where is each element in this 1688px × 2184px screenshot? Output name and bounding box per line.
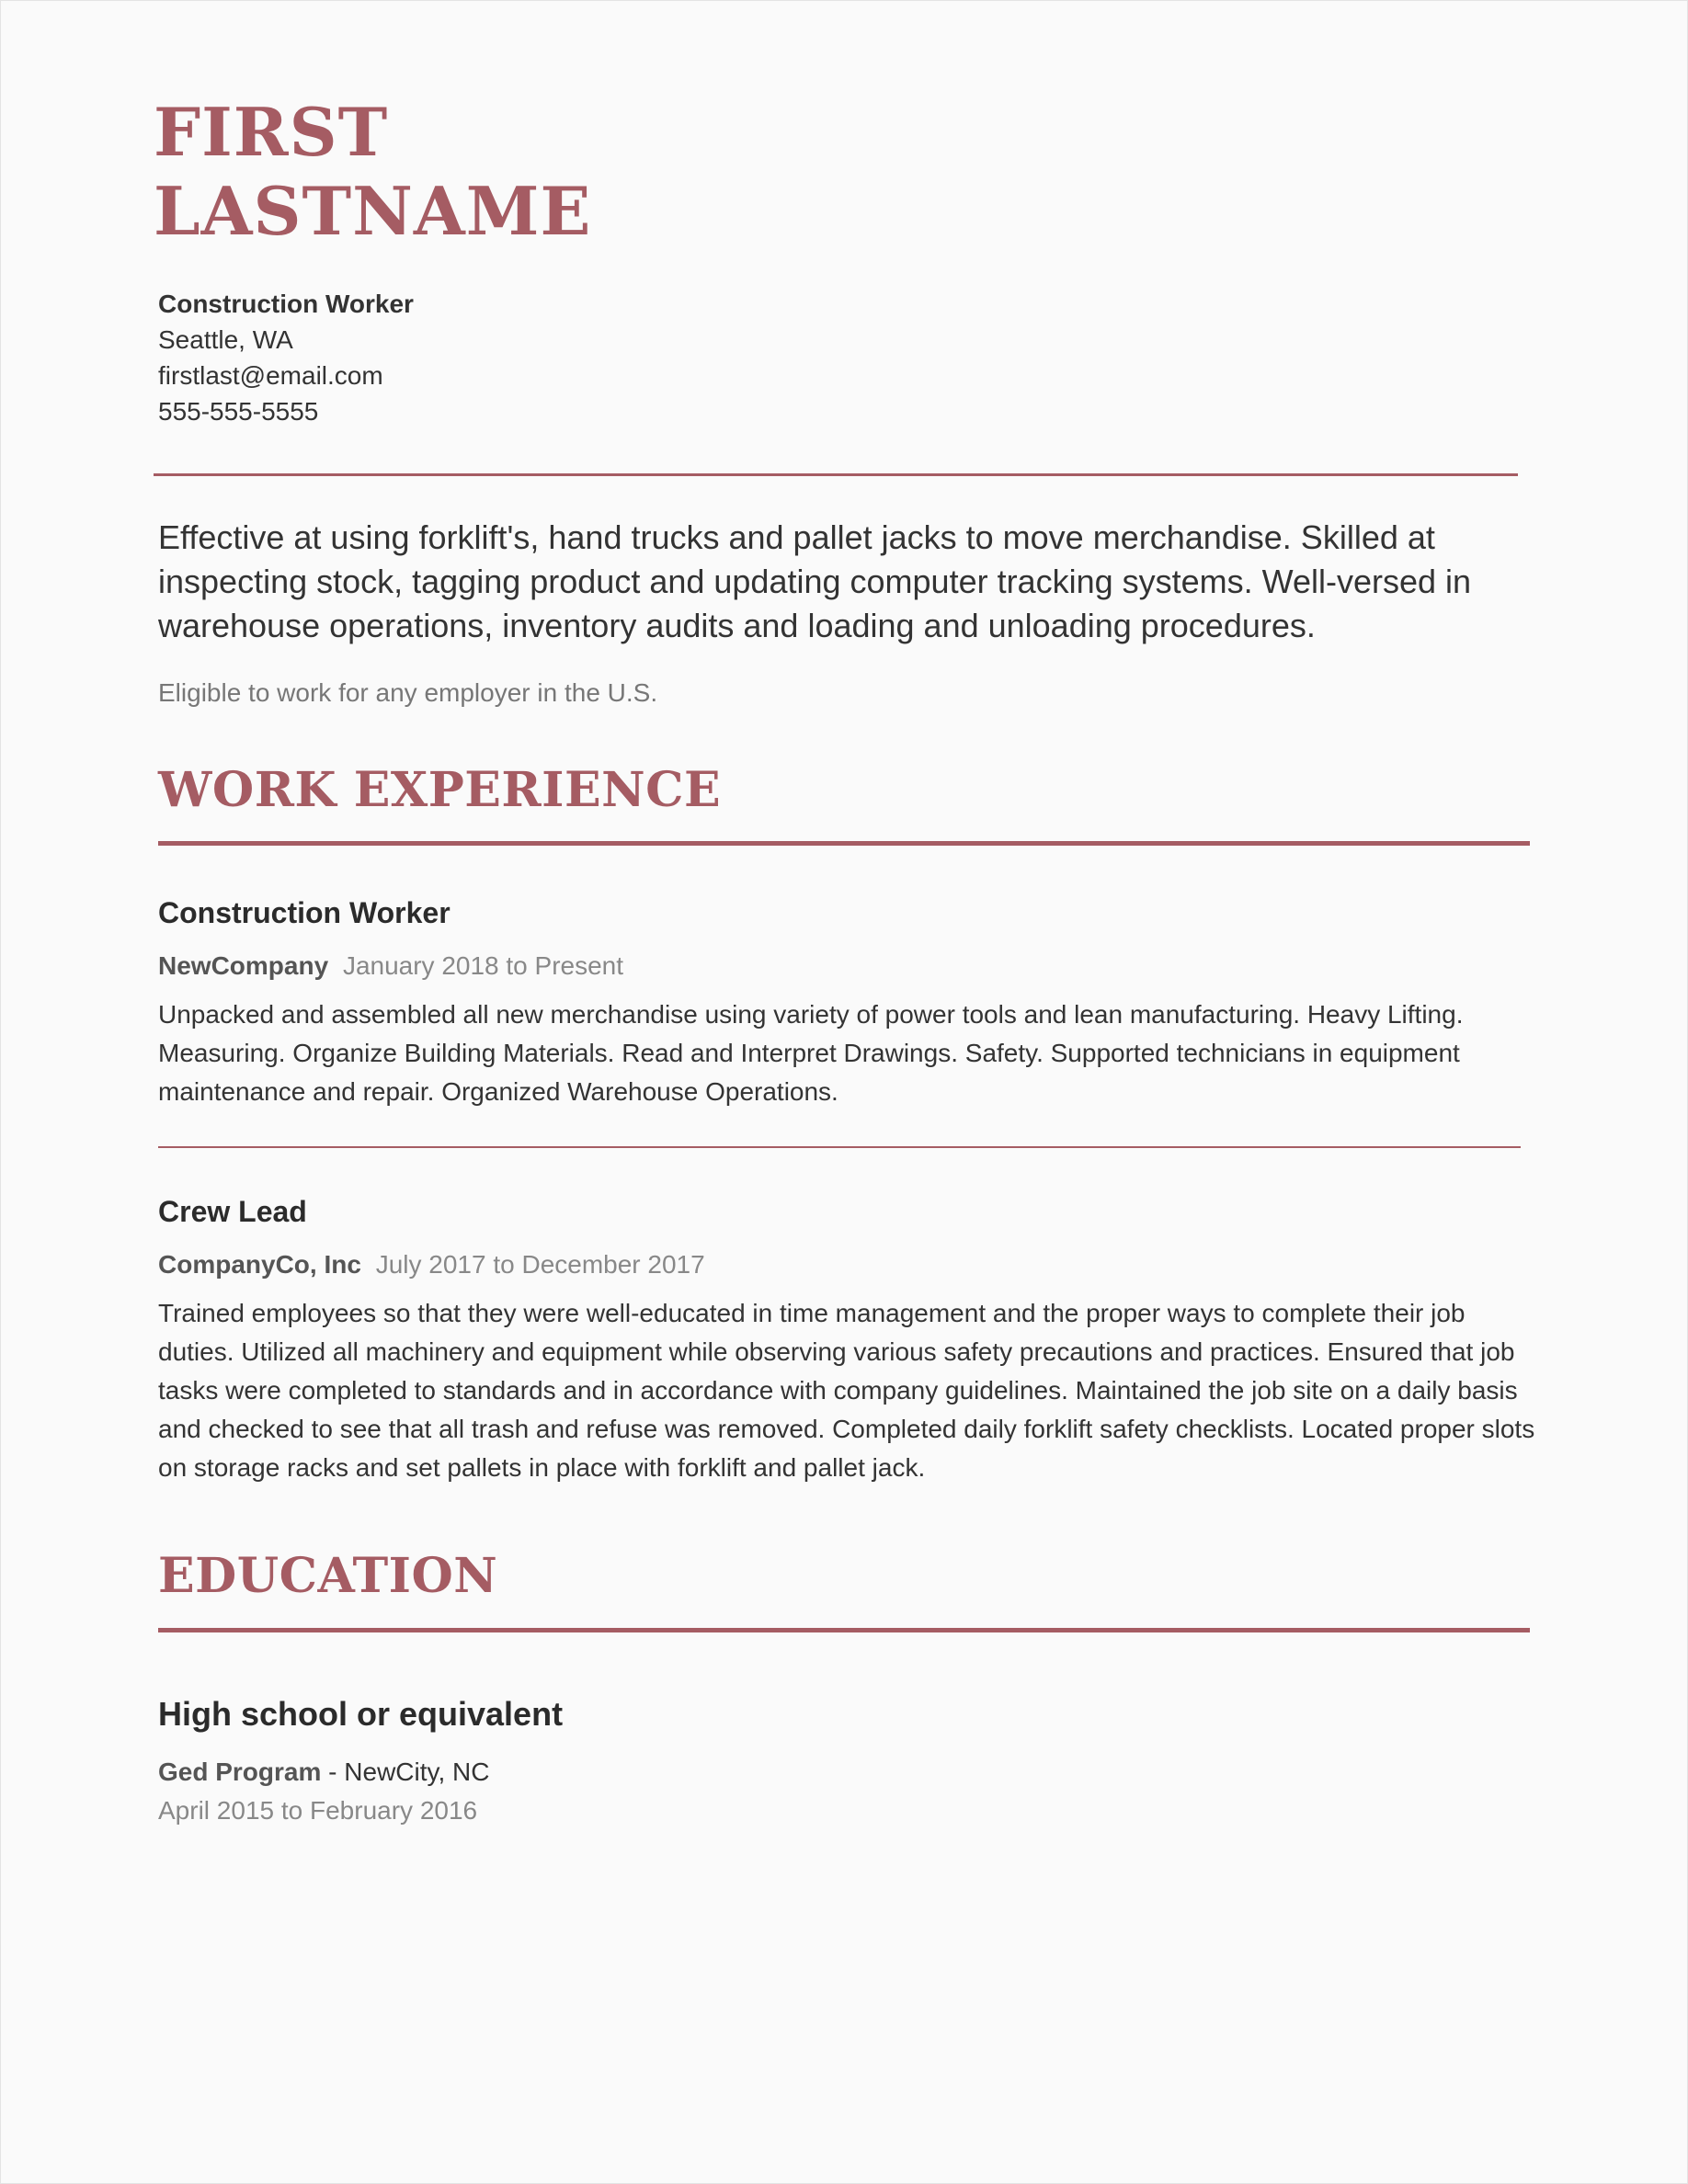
contact-block [158,286,414,429]
summary-text: Effective at using forklift's, hand trucks and pallet jacks to move merchandise. Skilled at inspecting stock, tagging product and updating computer tracking systems. Well-versed in warehouse operations, inventory audits and loading and unloading procedures. [158,518,1472,644]
job-dates: January 2018 to Present [342,951,624,980]
job-description: Unpacked and assembled all new merchandise using variety of power tools and lean manufacturing. Heavy Lifting. Measuring. Organize Building Materials. Read and Interpret Drawings. Safety. Supported technicians in equipment maintenance and repair. Organized Warehouse Operations. [158,1000,1464,1106]
education-separator: - [321,1757,345,1786]
education-degree: High school or equivalent [158,1695,564,1733]
job-description: Trained employees so that they were well-educated in time management and the proper ways to complete their job duties. Utilized all machinery and equipment while observing various safety precautions and practices. Ensured that job tasks were completed to standards and in accordance with company guidelines. Maintained the job site on a daily basis and checked to see that all trash and refuse was removed. Completed daily forklift safety checklists. Located proper slots on storage racks and set pallets in place with forklift and pallet jack. [158,1299,1535,1482]
first-name: FIRST [154,93,389,171]
headline-job-title: Construction Worker [158,290,414,318]
header-divider [154,473,1518,476]
job-meta [158,948,623,984]
location: Seattle, WA [158,325,293,354]
job-company: NewCompany [158,951,329,980]
job-divider [158,1146,1521,1148]
job-title: Construction Worker [158,896,451,929]
work-eligibility: Eligible to work for any employer in the U.S. [158,678,658,707]
email: firstlast@email.com [158,361,383,390]
job-meta [158,1246,705,1283]
education-school: Ged Program [158,1757,322,1786]
education-location: NewCity, NC [344,1757,490,1786]
candidate-name [154,93,591,251]
job-company: CompanyCo, Inc [158,1250,361,1279]
last-name: LASTNAME [154,172,592,250]
education-heading: EDUCATION [158,1548,498,1604]
education-dates: April 2015 to February 2016 [158,1796,478,1825]
phone: 555-555-5555 [158,397,319,426]
work-experience-divider [158,841,1530,846]
education-divider [158,1628,1530,1632]
job-title: Crew Lead [158,1195,307,1228]
education-school-line [158,1754,489,1791]
job-dates: July 2017 to December 2017 [375,1250,705,1279]
work-experience-heading: WORK EXPERIENCE [158,762,722,818]
